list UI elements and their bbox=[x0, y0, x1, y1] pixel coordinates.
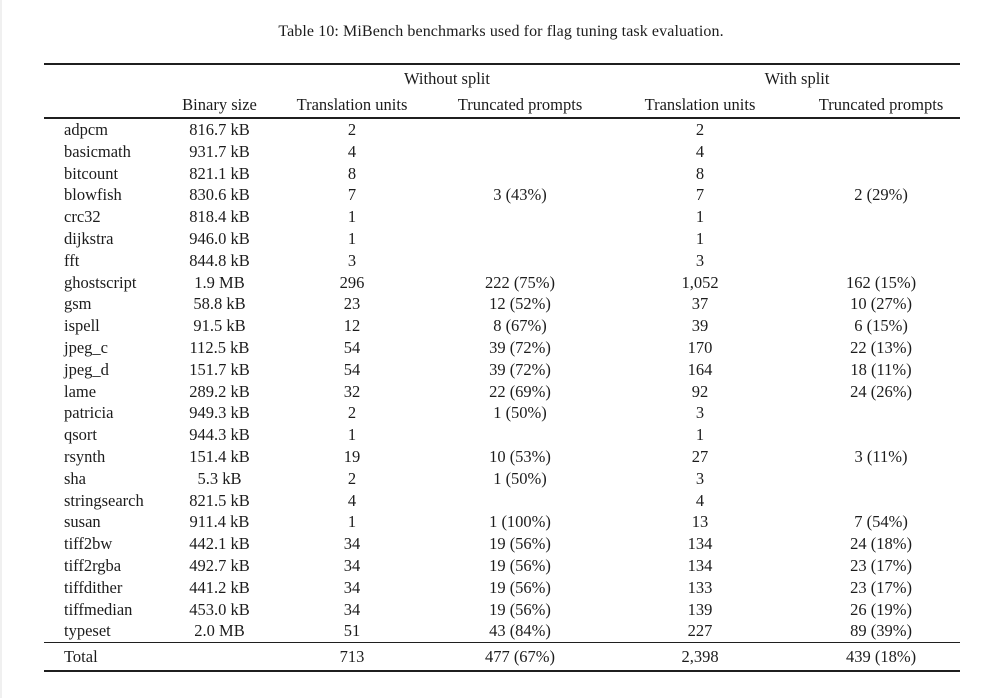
translation-units-without-cell: 2 bbox=[347, 120, 357, 139]
total-translation-units-without: 713 bbox=[262, 643, 442, 672]
binary-size-cell: 821.5 kB bbox=[189, 490, 250, 510]
total-truncated-prompts-with: 439 (18%) bbox=[802, 643, 960, 672]
translation-units-with-cell: 13 bbox=[691, 512, 709, 532]
translation-units-with-cell: 27 bbox=[691, 446, 709, 466]
truncated-prompts-without-cell: 39 (72%) bbox=[489, 359, 551, 379]
truncated-prompts-without-cell: 3 (43%) bbox=[493, 185, 547, 205]
translation-units-without-cell: 34 bbox=[343, 577, 361, 597]
translation-units-without-cell: 1 bbox=[347, 512, 357, 532]
translation-units-without-cell: 2 bbox=[347, 403, 357, 423]
table-body bbox=[44, 118, 960, 643]
truncated-prompts-without-cell: 19 (56%) bbox=[489, 555, 551, 575]
truncated-prompts-with-cell: 162 (15%) bbox=[845, 272, 917, 292]
binary-size-cell: 151.7 kB bbox=[189, 359, 250, 379]
truncated-prompts-without-cell bbox=[442, 206, 598, 228]
translation-units-without-cell: 32 bbox=[343, 381, 361, 401]
total-row bbox=[44, 643, 960, 672]
translation-units-with-cell: 4 bbox=[695, 490, 705, 510]
translation-units-with-cell: 1 bbox=[695, 425, 705, 445]
benchmark-name: qsort bbox=[64, 425, 97, 445]
truncated-prompts-with-cell bbox=[802, 490, 960, 512]
translation-units-without-cell: 8 bbox=[347, 163, 357, 183]
table-row bbox=[44, 533, 960, 555]
total-binary-size bbox=[177, 643, 262, 672]
truncated-prompts-without-cell: 39 (72%) bbox=[489, 337, 551, 357]
table-row bbox=[44, 620, 960, 642]
table-row bbox=[44, 293, 960, 315]
benchmark-name: gsm bbox=[64, 294, 92, 314]
truncated-prompts-without-cell: 19 (56%) bbox=[489, 599, 551, 619]
translation-units-with-cell: 3 bbox=[695, 403, 705, 423]
binary-size-cell: 944.3 kB bbox=[189, 425, 250, 445]
truncated-prompts-with-cell bbox=[802, 228, 960, 250]
benchmark-name: crc32 bbox=[64, 207, 101, 227]
truncated-prompts-with-cell: 2 (29%) bbox=[854, 185, 908, 205]
binary-size-cell: 151.4 kB bbox=[189, 446, 250, 466]
binary-size-cell: 453.0 kB bbox=[189, 599, 250, 619]
table-row bbox=[44, 446, 960, 468]
translation-units-without-cell: 34 bbox=[343, 555, 361, 575]
binary-size-cell: 5.3 kB bbox=[197, 468, 242, 488]
col-header-truncated-prompts-without: Truncated prompts bbox=[442, 93, 598, 118]
truncated-prompts-with-cell: 18 (11%) bbox=[850, 359, 912, 379]
truncated-prompts-without-cell: 1 (50%) bbox=[493, 403, 547, 423]
truncated-prompts-without-cell bbox=[442, 424, 598, 446]
translation-units-without-cell: 3 bbox=[347, 250, 357, 270]
truncated-prompts-with-cell: 22 (13%) bbox=[850, 337, 912, 357]
translation-units-with-cell: 227 bbox=[687, 621, 713, 641]
benchmark-name: jpeg_d bbox=[64, 359, 109, 379]
translation-units-without-cell: 51 bbox=[343, 621, 361, 641]
truncated-prompts-without-cell bbox=[442, 490, 598, 512]
translation-units-without-cell: 4 bbox=[347, 141, 357, 161]
truncated-prompts-with-cell bbox=[802, 468, 960, 490]
translation-units-with-cell: 3 bbox=[695, 250, 705, 270]
benchmark-name: tiff2rgba bbox=[64, 555, 122, 575]
translation-units-with-cell: 1 bbox=[695, 207, 705, 227]
translation-units-with-cell: 8 bbox=[695, 163, 705, 183]
truncated-prompts-with-cell: 89 (39%) bbox=[850, 621, 912, 641]
table-row bbox=[44, 315, 960, 337]
benchmark-name: tiffmedian bbox=[64, 599, 133, 619]
binary-size-cell: 911.4 kB bbox=[189, 512, 250, 532]
table-row bbox=[44, 577, 960, 599]
truncated-prompts-without-cell bbox=[442, 118, 598, 141]
translation-units-without-cell: 54 bbox=[343, 337, 361, 357]
table-caption: Table 10: MiBench benchmarks used for flag tuning task evaluation. bbox=[278, 22, 724, 40]
benchmark-name: blowfish bbox=[64, 185, 122, 205]
binary-size-cell: 931.7 kB bbox=[189, 141, 250, 161]
benchmark-name: susan bbox=[64, 512, 101, 532]
binary-size-cell: 949.3 kB bbox=[189, 403, 250, 423]
binary-size-cell: 946.0 kB bbox=[189, 228, 250, 248]
truncated-prompts-with-cell: 24 (26%) bbox=[850, 381, 912, 401]
benchmark-name: stringsearch bbox=[64, 490, 144, 510]
translation-units-with-cell: 133 bbox=[687, 577, 713, 597]
translation-units-without-cell: 19 bbox=[343, 446, 361, 466]
truncated-prompts-without-cell: 12 (52%) bbox=[489, 294, 551, 314]
benchmark-table bbox=[44, 63, 960, 672]
table-row bbox=[44, 599, 960, 621]
translation-units-with-cell: 1 bbox=[695, 228, 705, 248]
translation-units-without-cell: 7 bbox=[347, 185, 357, 205]
translation-units-with-cell: 7 bbox=[695, 185, 705, 205]
translation-units-without-cell: 4 bbox=[347, 490, 357, 510]
truncated-prompts-with-cell bbox=[802, 402, 960, 424]
binary-size-cell: 816.7 kB bbox=[189, 120, 250, 139]
truncated-prompts-without-cell: 222 (75%) bbox=[484, 272, 556, 292]
total-truncated-prompts-without: 477 (67%) bbox=[442, 643, 598, 672]
translation-units-with-cell: 39 bbox=[691, 316, 709, 336]
table-row bbox=[44, 359, 960, 381]
table-row bbox=[44, 490, 960, 512]
table-row bbox=[44, 468, 960, 490]
group-header-without-split: Without split bbox=[404, 69, 490, 88]
col-header-benchmark bbox=[44, 93, 177, 118]
truncated-prompts-with-cell: 26 (19%) bbox=[850, 599, 912, 619]
binary-size-cell: 91.5 kB bbox=[193, 316, 246, 336]
benchmark-name: ghostscript bbox=[64, 272, 137, 292]
table-row bbox=[44, 163, 960, 185]
truncated-prompts-with-cell bbox=[802, 206, 960, 228]
total-label: Total bbox=[44, 643, 177, 672]
truncated-prompts-with-cell: 3 (11%) bbox=[854, 446, 908, 466]
total-translation-units-with: 2,398 bbox=[598, 643, 802, 672]
binary-size-cell: 112.5 kB bbox=[189, 337, 250, 357]
truncated-prompts-with-cell bbox=[802, 118, 960, 141]
translation-units-with-cell: 4 bbox=[695, 141, 705, 161]
truncated-prompts-with-cell bbox=[802, 163, 960, 185]
table-row bbox=[44, 184, 960, 206]
group-header-spacer bbox=[44, 64, 262, 93]
truncated-prompts-without-cell bbox=[442, 163, 598, 185]
benchmark-name: basicmath bbox=[64, 141, 131, 161]
table-footer bbox=[44, 643, 960, 672]
truncated-prompts-with-cell bbox=[802, 424, 960, 446]
table-row bbox=[44, 424, 960, 446]
truncated-prompts-with-cell: 24 (18%) bbox=[850, 534, 912, 554]
col-header-truncated-prompts-with: Truncated prompts bbox=[802, 93, 960, 118]
truncated-prompts-without-cell: 1 (100%) bbox=[489, 512, 551, 532]
translation-units-with-cell: 3 bbox=[695, 468, 705, 488]
translation-units-without-cell: 12 bbox=[343, 316, 361, 336]
benchmark-name: fft bbox=[64, 250, 80, 270]
benchmark-name: dijkstra bbox=[64, 228, 114, 248]
col-header-translation-units-without: Translation units bbox=[262, 93, 442, 118]
truncated-prompts-without-cell bbox=[442, 228, 598, 250]
translation-units-without-cell: 23 bbox=[343, 294, 361, 314]
translation-units-with-cell: 2 bbox=[695, 120, 705, 139]
binary-size-cell: 58.8 kB bbox=[193, 294, 246, 314]
table-row bbox=[44, 511, 960, 533]
table-row bbox=[44, 118, 960, 141]
benchmark-name: tiff2bw bbox=[64, 534, 113, 554]
truncated-prompts-without-cell: 10 (53%) bbox=[489, 446, 551, 466]
benchmark-name: jpeg_c bbox=[64, 337, 108, 357]
benchmark-name: adpcm bbox=[64, 120, 108, 139]
binary-size-cell: 844.8 kB bbox=[189, 250, 250, 270]
truncated-prompts-without-cell: 19 (56%) bbox=[489, 577, 551, 597]
benchmark-name: sha bbox=[64, 468, 86, 488]
translation-units-with-cell: 139 bbox=[687, 599, 713, 619]
benchmark-name: tiffdither bbox=[64, 577, 123, 597]
table-row bbox=[44, 381, 960, 403]
column-header-row bbox=[44, 93, 960, 118]
truncated-prompts-without-cell bbox=[442, 250, 598, 272]
binary-size-cell: 818.4 kB bbox=[189, 207, 250, 227]
truncated-prompts-without-cell bbox=[442, 141, 598, 163]
translation-units-without-cell: 54 bbox=[343, 359, 361, 379]
translation-units-with-cell: 92 bbox=[691, 381, 709, 401]
group-header-with-split: With split bbox=[764, 69, 830, 88]
translation-units-with-cell: 134 bbox=[687, 534, 713, 554]
table-row bbox=[44, 250, 960, 272]
translation-units-without-cell: 1 bbox=[347, 425, 357, 445]
benchmark-name: ispell bbox=[64, 316, 100, 336]
truncated-prompts-without-cell: 1 (50%) bbox=[493, 468, 547, 488]
truncated-prompts-with-cell: 7 (54%) bbox=[854, 512, 908, 532]
table-row bbox=[44, 141, 960, 163]
translation-units-without-cell: 2 bbox=[347, 468, 357, 488]
benchmark-name: rsynth bbox=[64, 446, 106, 466]
binary-size-cell: 492.7 kB bbox=[189, 555, 250, 575]
translation-units-without-cell: 34 bbox=[343, 599, 361, 619]
binary-size-cell: 830.6 kB bbox=[189, 185, 250, 205]
truncated-prompts-with-cell: 6 (15%) bbox=[854, 316, 908, 336]
table-row bbox=[44, 228, 960, 250]
col-header-binary-size: Binary size bbox=[177, 93, 262, 118]
translation-units-with-cell: 37 bbox=[691, 294, 709, 314]
binary-size-cell: 441.2 kB bbox=[189, 577, 250, 597]
translation-units-with-cell: 170 bbox=[687, 337, 713, 357]
translation-units-with-cell: 1,052 bbox=[681, 272, 719, 292]
binary-size-cell: 2.0 MB bbox=[194, 621, 245, 641]
truncated-prompts-with-cell: 23 (17%) bbox=[850, 555, 912, 575]
table-header bbox=[44, 64, 960, 118]
table-row bbox=[44, 555, 960, 577]
translation-units-without-cell: 1 bbox=[347, 228, 357, 248]
translation-units-without-cell: 296 bbox=[339, 272, 365, 292]
table-row bbox=[44, 337, 960, 359]
truncated-prompts-with-cell: 10 (27%) bbox=[850, 294, 912, 314]
truncated-prompts-without-cell: 8 (67%) bbox=[493, 316, 547, 336]
translation-units-without-cell: 1 bbox=[347, 207, 357, 227]
table-row bbox=[44, 206, 960, 228]
binary-size-cell: 1.9 MB bbox=[194, 272, 245, 292]
binary-size-cell: 442.1 kB bbox=[189, 534, 250, 554]
truncated-prompts-with-cell bbox=[802, 250, 960, 272]
translation-units-without-cell: 34 bbox=[343, 534, 361, 554]
truncated-prompts-without-cell: 43 (84%) bbox=[489, 621, 551, 641]
benchmark-name: bitcount bbox=[64, 163, 119, 183]
translation-units-with-cell: 134 bbox=[687, 555, 713, 575]
table-row bbox=[44, 272, 960, 294]
truncated-prompts-without-cell: 19 (56%) bbox=[489, 534, 551, 554]
translation-units-with-cell: 164 bbox=[687, 359, 713, 379]
truncated-prompts-with-cell: 23 (17%) bbox=[850, 577, 912, 597]
truncated-prompts-without-cell: 22 (69%) bbox=[489, 381, 551, 401]
table-row bbox=[44, 402, 960, 424]
benchmark-name: lame bbox=[64, 381, 97, 401]
truncated-prompts-with-cell bbox=[802, 141, 960, 163]
binary-size-cell: 821.1 kB bbox=[189, 163, 250, 183]
group-header-row bbox=[44, 64, 960, 93]
col-header-translation-units-with: Translation units bbox=[598, 93, 802, 118]
benchmark-name: typeset bbox=[64, 621, 111, 641]
benchmark-name: patricia bbox=[64, 403, 114, 423]
binary-size-cell: 289.2 kB bbox=[189, 381, 250, 401]
